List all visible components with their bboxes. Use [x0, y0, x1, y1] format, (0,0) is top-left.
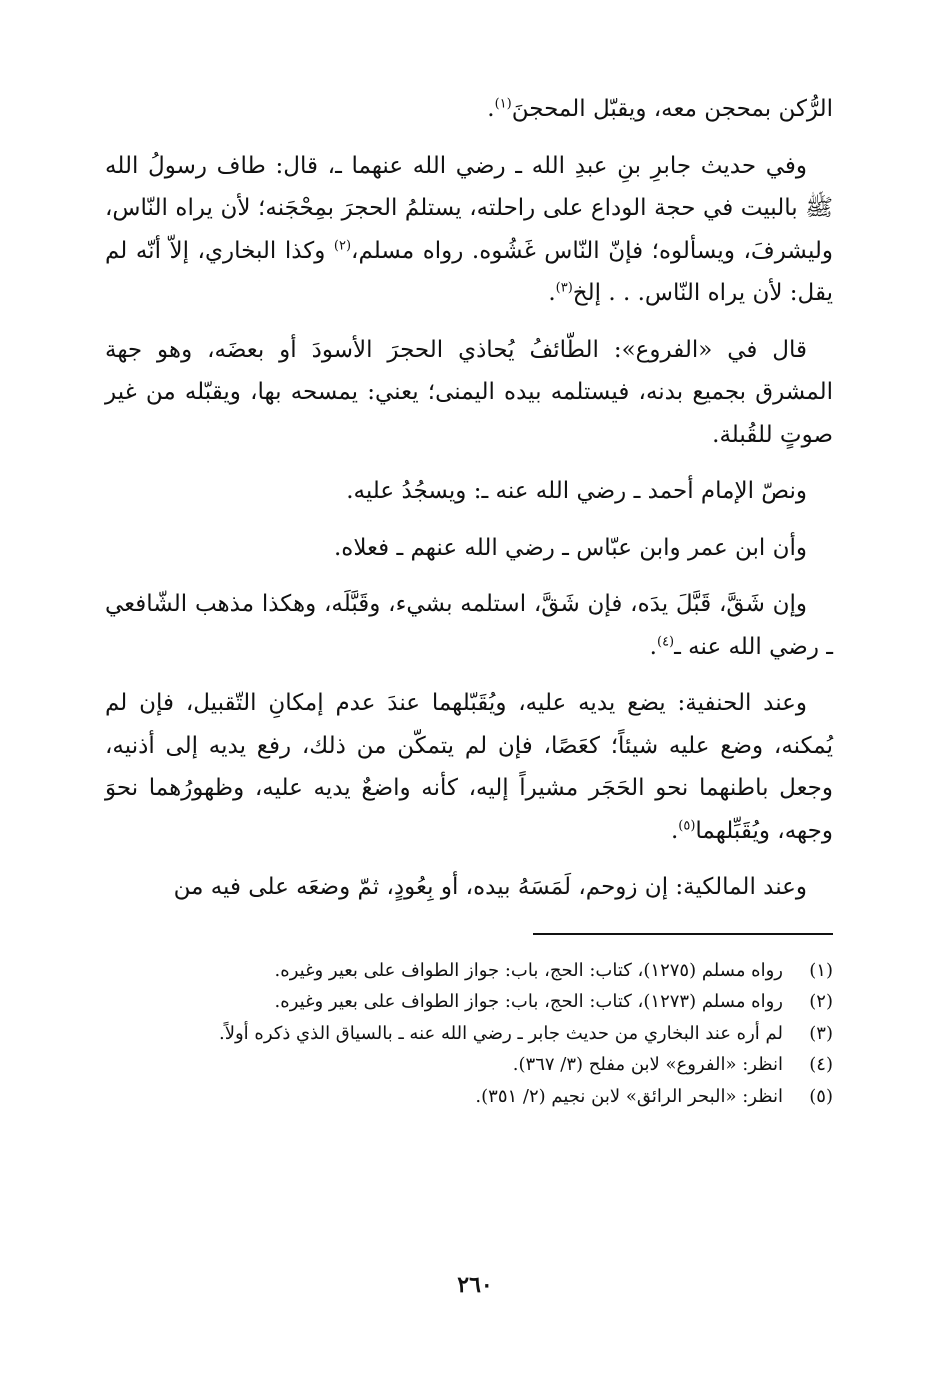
- paragraph-4: [105, 470, 833, 513]
- paragraph-text: الرُّكن بمحجن معه، ويقبّل المحجنَ: [511, 96, 833, 122]
- page-number: ٢٦٠: [457, 1272, 493, 1298]
- paragraph-3: [105, 329, 833, 457]
- paragraph-text: وأن ابن عمر وابن عبّاس ـ رضي الله عنهم ـ فعلاه.: [333, 534, 807, 561]
- paragraph-text: قال في «الفروع»: الطّائفُ يُحاذي الحجرَ الأسودَ أو بعضَه، وهو جهة المشرق بجميع بدنه، فيستلمه بيده اليمنى؛ يعني: يمسحه بها، ويقبّله من غير صوتٍ للقُبلة.: [105, 336, 833, 448]
- paragraph-1: [105, 88, 833, 131]
- paragraph-text: وعند الحنفية: يضع يديه عليه، ويُقَبّلهما عندَ عدم إمكانِ التّقبيل، فإن لم يُمكنه، وضع عليه شيئاً؛ كعَصًا، فإن لم يتمكّن من ذلك، رفع يديه إلى أذنيه، وجعل باطنهما نحو الحَجَر مشيراً إليه، كأنه واضعٌ يديه عليه، وظهورُهما نحوَ وجهه، ويُقَبِّلهما: [105, 690, 833, 844]
- paragraph-5: [105, 527, 833, 570]
- paragraph-text: وعند المالكية: إن زوحم، لَمَسَهُ بيده، أو بِعُودٍ، ثمّ وضعَه على فيه من: [173, 874, 807, 900]
- paragraph-tail: .: [649, 633, 657, 660]
- footnote-ref-2[interactable]: (٢): [333, 237, 352, 253]
- paragraph-6: [105, 583, 833, 668]
- paragraph-tail: .: [548, 280, 556, 306]
- footnote-number: (٣): [809, 1022, 833, 1044]
- paragraph-text: وفي حديث جابرِ بنِ عبدِ الله ـ رضي الله عنهما ـ، قال: طاف رسولُ الله ﷺ بالبيت في حجة الوداع على راحلته، يستلمُ الحجرَ بمِحْجَنه؛ لأن يراه النّاس، وليشرفَ، ويسألوه؛ فإنّ النّاس غَشُوه. رواه مسلم،: [105, 152, 833, 264]
- footnote-text: رواه مسلم (١٢٧٣)، كتاب: الحج، باب: جواز الطواف على بعير وغيره.: [274, 991, 783, 1012]
- footnote-text: لم أره عند البخاري من حديث جابر ـ رضي الله عنه ـ بالسياق الذي ذكره أولاً.: [218, 1022, 783, 1044]
- footnote-3: [105, 1018, 833, 1050]
- paragraph-text: ونصّ الإمام أحمد ـ رضي الله عنه ـ: ويسجُدُ عليه.: [346, 478, 807, 504]
- footnote-4: [105, 1049, 833, 1081]
- paragraph-8: [105, 866, 833, 909]
- footnote-ref-3[interactable]: (٣): [555, 280, 573, 296]
- paragraph-2: [105, 145, 833, 315]
- footnote-text: رواه مسلم (١٢٧٥)، كتاب: الحج، باب: جواز الطواف على بعير وغيره.: [274, 959, 783, 981]
- footnote-1: [105, 955, 833, 987]
- footnote-number: (٤): [809, 1054, 833, 1075]
- footnote-5: [105, 1081, 833, 1113]
- footnote-divider: [533, 933, 833, 935]
- paragraph-text: وإن شَقَّ، قَبَّلَ يدَه، فإن شَقَّ، استلمه بشيء، وقَبَّلَه، وهكذا مذهب الشّافعي ـ رضي الله عنه ـ: [105, 591, 833, 660]
- footnote-ref-4[interactable]: (٤): [656, 633, 675, 649]
- footnote-number: (٥): [809, 1085, 833, 1107]
- footnote-number: (١): [809, 959, 833, 981]
- paragraph-text-continued: وكذا البخاري، إلاّ أنّه لم يقل: لأن يراه النّاس. . . إلخ: [105, 237, 833, 306]
- paragraph-tail: .: [487, 96, 495, 122]
- footnote-text: انظر: «الفروع» لابن مفلح (٣/ ٣٦٧).: [512, 1054, 783, 1075]
- paragraph-tail: .: [670, 817, 679, 844]
- footnote-number: (٢): [809, 991, 833, 1012]
- footnote-text: انظر: «البحر الرائق» لابن نجيم (٢/ ٣٥١).: [475, 1085, 783, 1107]
- footnote-ref-5[interactable]: (٥): [678, 817, 696, 833]
- page-body: [105, 88, 833, 1112]
- footnote-2: [105, 986, 833, 1018]
- footnote-ref-1[interactable]: (١): [494, 96, 512, 112]
- footnotes-list: [105, 955, 833, 1113]
- paragraph-7: [105, 682, 833, 852]
